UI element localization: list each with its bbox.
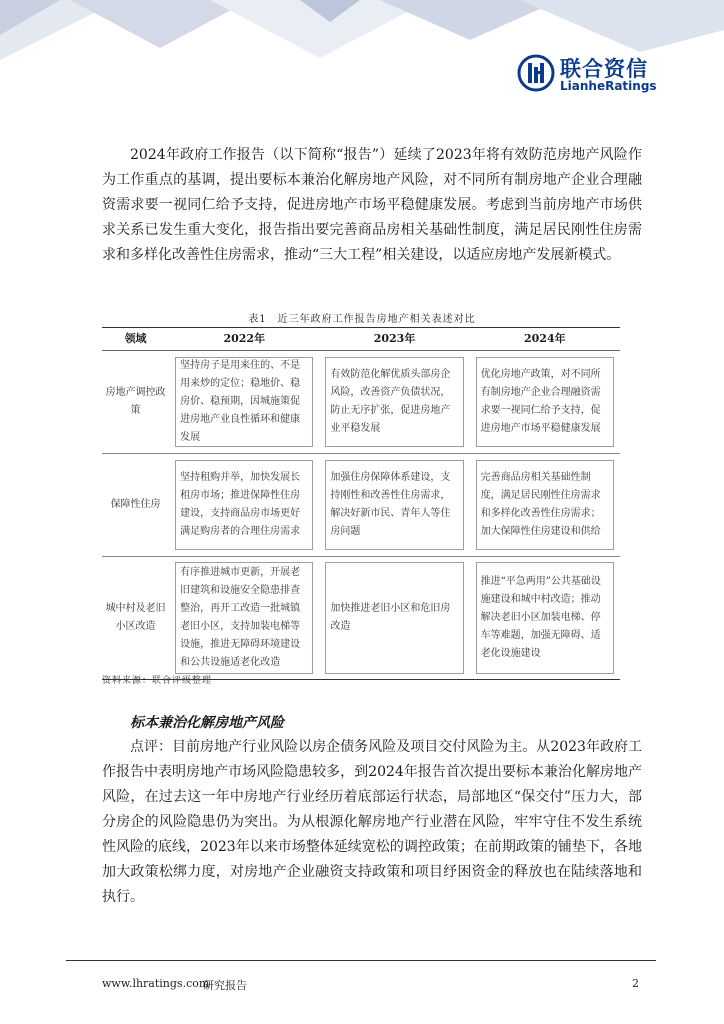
- logo-english-name: LianheRatings: [560, 79, 657, 93]
- header-2024: 2024年: [470, 328, 620, 351]
- page-number: 2: [632, 977, 639, 990]
- cell-2024: 推进“平急两用”公共基础设施建设和城中村改造；推动解决老旧小区加装电梯、停车等难题，加强无障碍、适老化设施建设: [476, 562, 614, 674]
- table-row: [102, 454, 620, 557]
- brand-logo: [517, 52, 697, 96]
- header-2023: 2023年: [319, 328, 469, 351]
- cell-2022: 坚持房子是用来住的、不是用来炒的定位；稳地价、稳房价、稳预期，因城施策促进房地产业良性循环和健康发展: [175, 357, 313, 447]
- cell-2024: 优化房地产政策，对不同所有制房地产企业合理融资需求要一视同仁给予支持，促进房地产市场平稳健康发展: [476, 357, 614, 447]
- commentary-paragraph: 点评：目前房地产行业风险以房企债务风险及项目交付风险为主。从2023年政府工作报告中表明房地产市场风险隐患较多，到2024年报告首次提出要标本兼治化解房地产风险，在过去这一年中房地产行业经历着底部运行状态，局部地区“保交付”压力大，部分房企的风险隐患仍为突出。为从根源化解房地产行业潜在风险，牢牢守住不发生系统性风险的底线，2023年以来市场整体延续宽松的调控政策；在前期政策的铺垫下，各地加大政策松绑力度，对房地产企业融资支持政策和项目纾困资金的释放也在陆续落地和执行。: [102, 739, 642, 905]
- policy-comparison-table: [102, 327, 620, 680]
- table-row: [102, 351, 620, 454]
- row-domain: 城中村及老旧小区改造: [102, 557, 169, 680]
- header-domain: 领域: [102, 328, 169, 351]
- footer-divider: [66, 960, 656, 961]
- table-source-note: 资料来源：联合评级整理: [102, 676, 213, 686]
- header-2022: 2022年: [169, 328, 319, 351]
- table-caption: 表1 近三年政府工作报告房地产相关表述对比: [248, 314, 476, 325]
- cell-2023: 加强住房保障体系建设，支持刚性和改善性住房需求，解决好新市民、青年人等住房问题: [325, 460, 463, 550]
- cell-2023: 加快推进老旧小区和危旧房改造: [325, 562, 463, 674]
- logo-chinese-name: 联合资信: [560, 57, 648, 81]
- footer-website-link[interactable]: www.lhratings.com: [102, 977, 210, 990]
- row-domain: 保障性住房: [102, 454, 169, 557]
- cell-2023: 有效防范化解优质头部房企风险，改善资产负债状况，防止无序扩张，促进房地产业平稳发展: [325, 357, 463, 447]
- cell-2024: 完善商品房相关基础性制度，满足居民刚性住房需求和多样化改善性住房需求；加大保障性住房建设和供给: [476, 460, 614, 550]
- table-row: [102, 557, 620, 680]
- cell-2022: 坚持租购并举，加快发展长租房市场；推进保障性住房建设，支持商品房市场更好满足购房者的合理住房需求: [175, 460, 313, 550]
- table-header-row: [102, 328, 620, 351]
- lianhe-logo-icon: [517, 54, 555, 92]
- row-domain: 房地产调控政策: [102, 351, 169, 454]
- section-heading: 标本兼治化解房地产风险: [130, 715, 284, 731]
- cell-2022: 有序推进城市更新，开展老旧建筑和设施安全隐患排查整治，再开工改造一批城镇老旧小区，支持加装电梯等设施，推进无障碍环境建设和公共设施适老化改造: [175, 562, 313, 674]
- footer-report-label: 研究报告: [203, 979, 247, 992]
- intro-paragraph: 2024年政府工作报告（以下简称“报告”）延续了2023年将有效防范房地产风险作为工作重点的基调，提出要标本兼治化解房地产风险，对不同所有制房地产企业合理融资需求要一视同仁给予支持，促进房地产市场平稳健康发展。考虑到当前房地产市场供求关系已发生重大变化，报告指出要完善商品房相关基础性制度，满足居民刚性住房需求和多样化改善性住房需求，推动“三大工程”相关建设，以适应房地产发展新模式。: [102, 147, 642, 263]
